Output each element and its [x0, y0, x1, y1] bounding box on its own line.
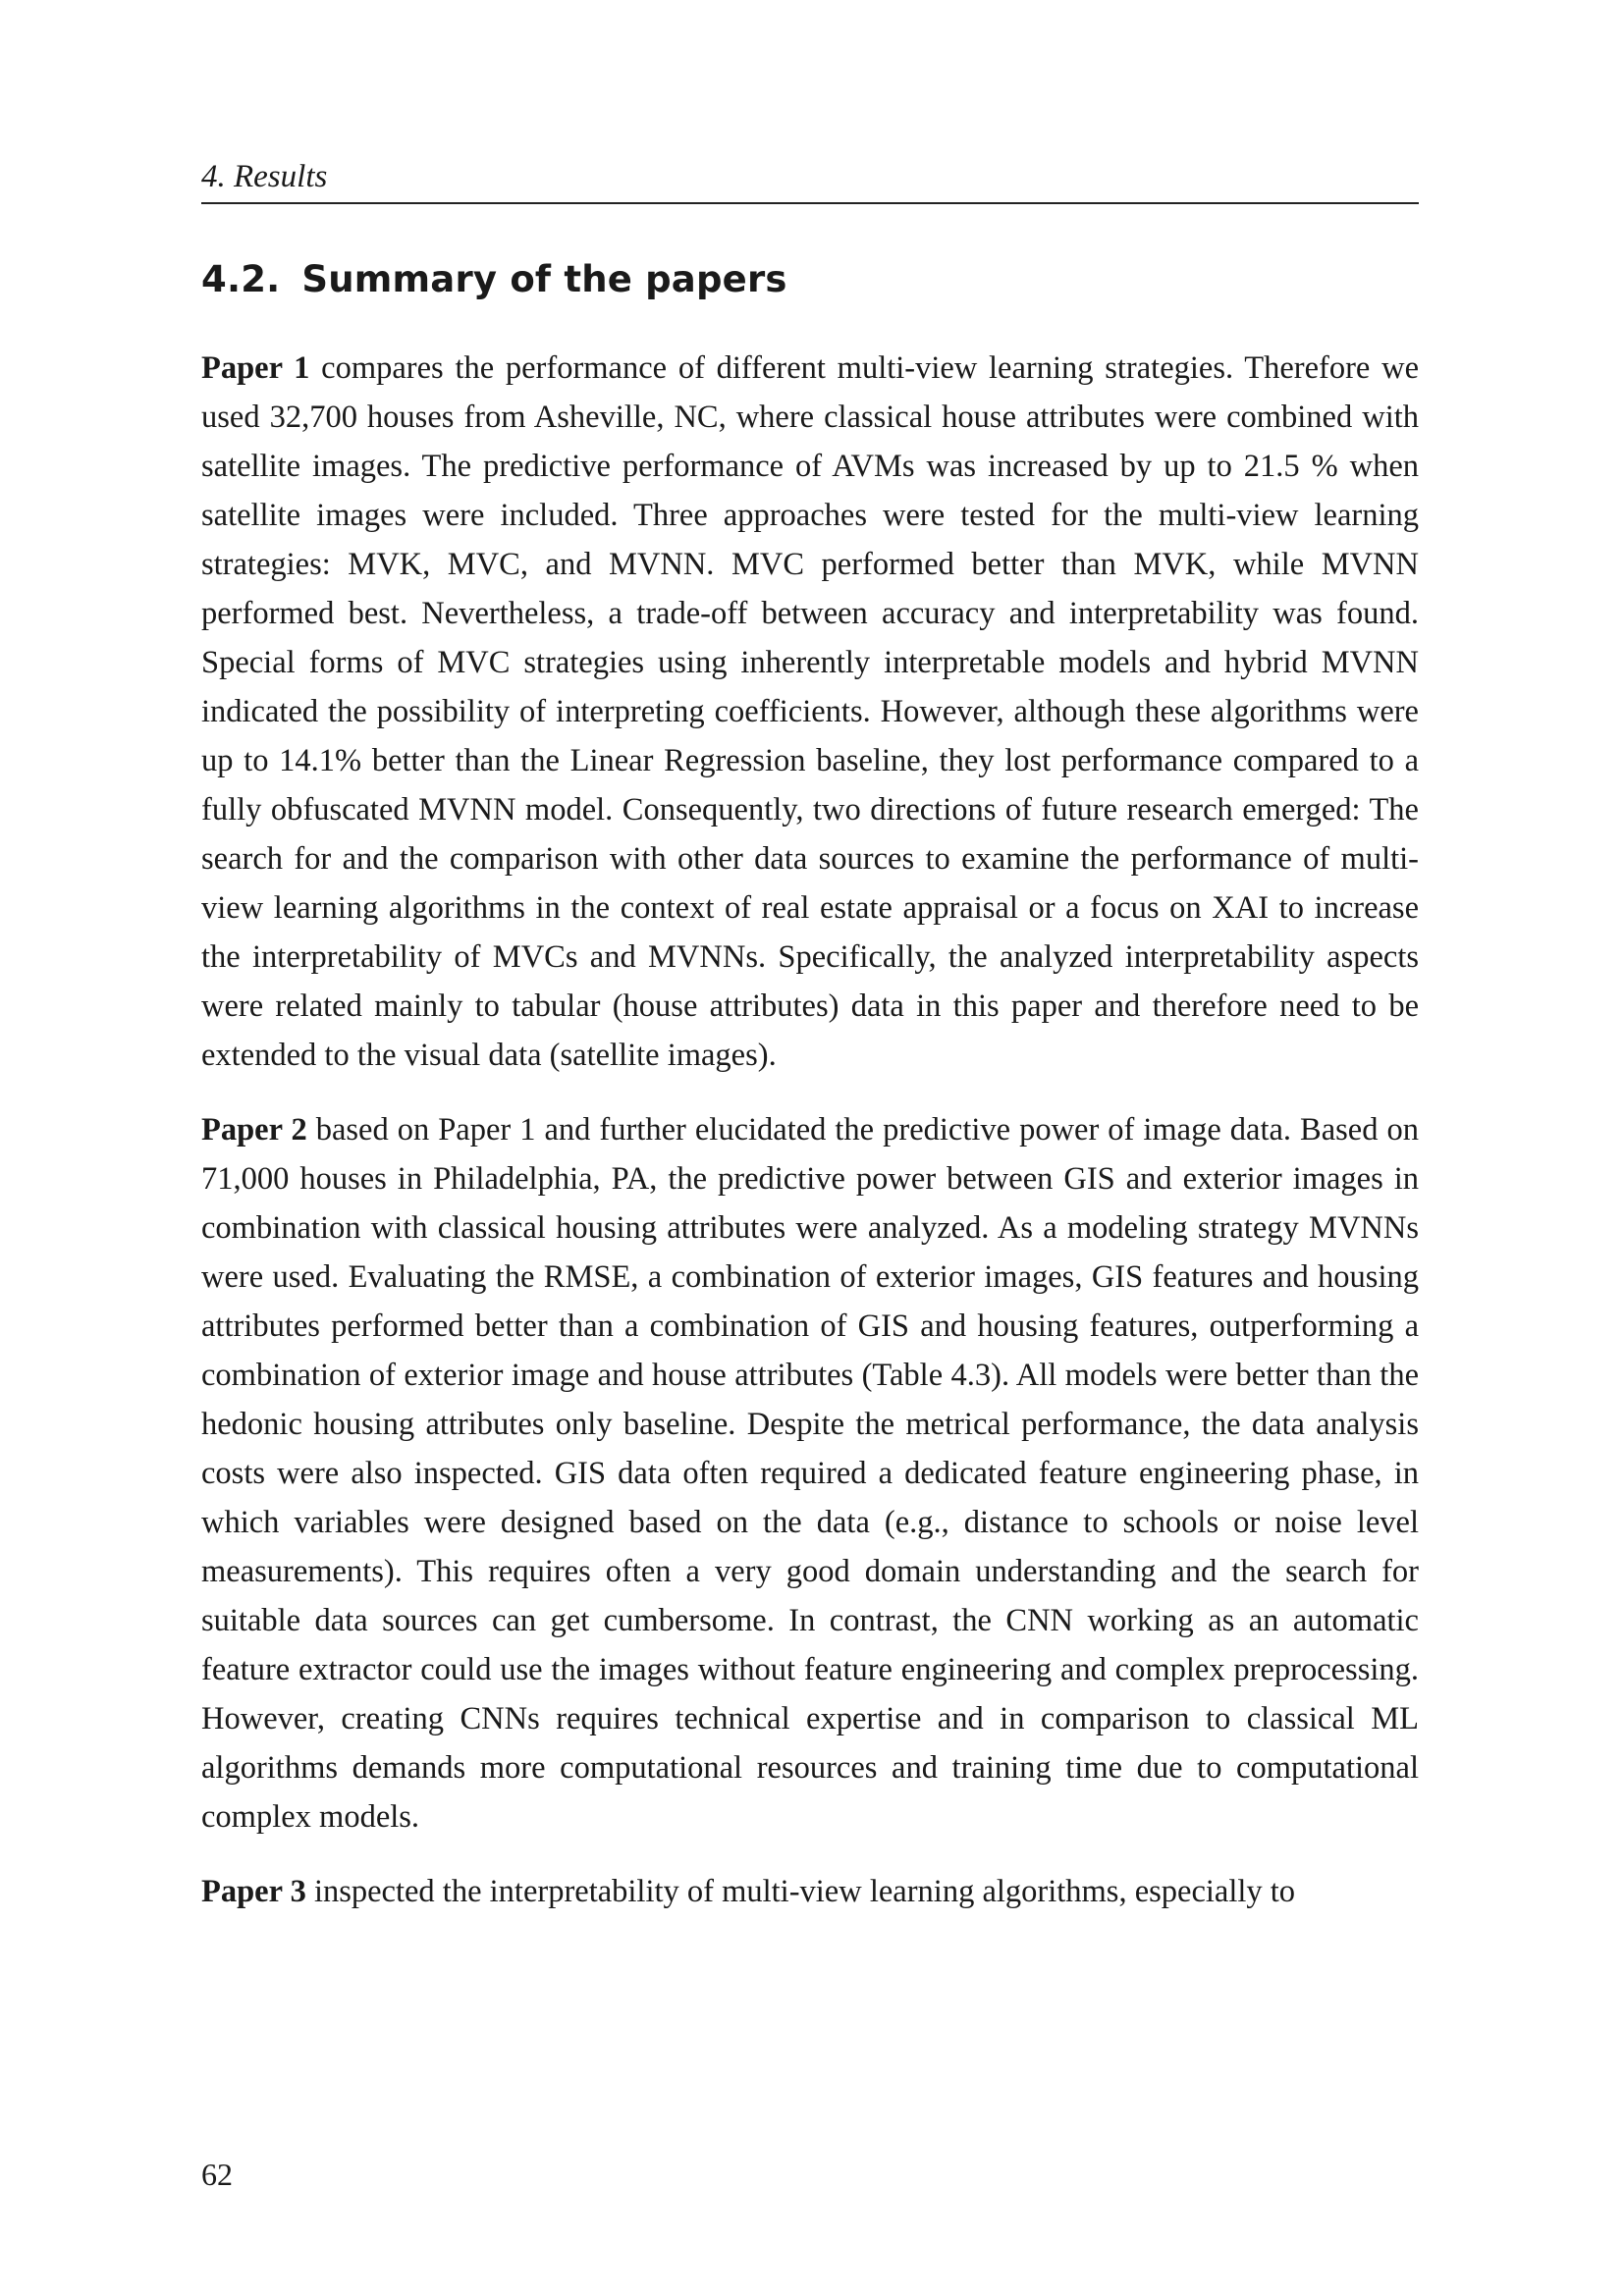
paragraph-paper-1 — [201, 344, 1419, 1080]
section-title: Summary of the papers — [301, 258, 787, 300]
paper-2-label: Paper 2 — [201, 1112, 307, 1148]
paragraph-paper-3 — [201, 1867, 1419, 1916]
page-number: 62 — [201, 2157, 233, 2192]
paper-1-label: Paper 1 — [201, 350, 310, 386]
running-title: 4. Results — [201, 159, 328, 194]
paper-2-text: based on Paper 1 and further elucidated the predictive power of image data. Based on 71,000 houses in Philadelphia, PA, the predictive power between GIS and exterior images in combination with classical housing attributes were analyzed. As a modeling strategy MVNNs were used. Evaluating the RMSE, a combination of exterior images, GIS features and housing attributes performed better than a combination of GIS and housing features, outperforming a combination of exterior image and house attributes (Table 4.3). All models were better than the hedonic housing attributes only baseline. Despite the metrical performance, the data analysis costs were also inspected. GIS data often required a dedicated feature engineering phase, in which variables were designed based on the data (e.g., distance to schools or noise level measurements). This requires often a very good domain understanding and the search for suitable data sources can get cumbersome. In contrast, the CNN working as an automatic feature extractor could use the images without feature engineering and complex preprocessing. However, creating CNNs requires technical expertise and in comparison to classical ML algorithms demands more computational resources and training time due to computational complex models. — [201, 1112, 1419, 1835]
paper-1-text: compares the performance of different multi-view learning strategies. Therefore we used 32,700 houses from Asheville, NC, where classical house attributes were combined with satellite images. The predictive performance of AVMs was increased by up to 21.5 % when satellite images were included. Three approaches were tested for the multi-view learning strategies: MVK, MVC, and MVNN. MVC performed better than MVK, while MVNN performed best. Nevertheless, a trade-off between accuracy and interpretability was found. Special forms of MVC strategies using inherently interpretable models and hybrid MVNN indicated the possibility of interpreting coefficients. However, although these algorithms were up to 14.1% better than the Linear Regression baseline, they lost performance compared to a fully obfuscated MVNN model. Consequently, two directions of future research emerged: The search for and the comparison with other data sources to examine the performance of multi-view learning algorithms in the context of real estate appraisal or a focus on XAI to increase the interpretability of MVCs and MVNNs. Specifically, the analyzed interpretability aspects were related mainly to tabular (house attributes) data in this paper and therefore need to be extended to the visual data (satellite images). — [201, 350, 1419, 1073]
paper-3-label: Paper 3 — [201, 1874, 306, 1909]
section-heading — [201, 257, 787, 302]
paper-3-text: inspected the interpretability of multi-view learning algorithms, especially to — [305, 1874, 1296, 1909]
running-header — [201, 157, 1419, 204]
section-number: 4.2. — [201, 258, 281, 300]
body-text — [201, 344, 1419, 1942]
paragraph-paper-2 — [201, 1105, 1419, 1842]
